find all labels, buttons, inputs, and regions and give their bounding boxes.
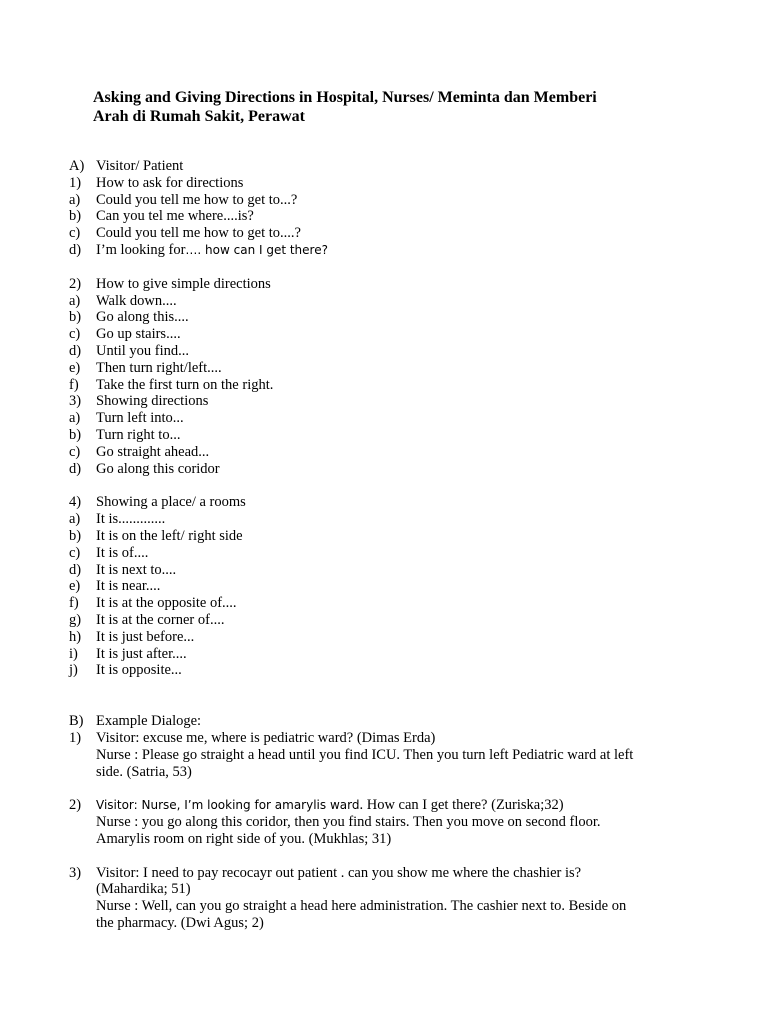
nurse-line-cont: side. (Satria, 53) bbox=[96, 763, 192, 780]
nurse-line-cont: the pharmacy. (Dwi Agus; 2) bbox=[96, 915, 264, 932]
list-item: h) It is just before... bbox=[69, 628, 195, 645]
list-item: a) It is............. bbox=[69, 511, 166, 528]
list-item: b) It is on the left/ right side bbox=[69, 527, 243, 544]
list-item: c) Go straight ahead... bbox=[69, 443, 210, 460]
list-item: b) Go along this.... bbox=[69, 309, 189, 326]
visitor-line: Visitor: I need to pay recocayr out patient . can you show me where the chashier is? bbox=[96, 864, 582, 881]
list-item: b) Turn right to... bbox=[69, 426, 181, 443]
visitor-line: Visitor: excuse me, where is pediatric ward? (Dimas Erda) bbox=[96, 729, 436, 746]
list-item: g) It is at the corner of.... bbox=[69, 611, 225, 628]
list-item: e) It is near.... bbox=[69, 578, 161, 595]
nurse-line: Nurse : Well, can you go straight a head here administration. The cashier next to. Beside on bbox=[96, 898, 627, 915]
list-item: c) Go up stairs.... bbox=[69, 326, 181, 343]
title-line-2: Arah di Rumah Sakit, Perawat bbox=[93, 108, 306, 125]
nurse-line: Nurse : Please go straight a head until you find ICU. Then you turn left Pediatric ward at left bbox=[96, 746, 634, 763]
list-item: c) It is of.... bbox=[69, 544, 149, 561]
dialogue-3: 3) Visitor: I need to pay recocayr out patient . can you show me where the chashier is? (Mahardika; 51) Nurse : Well, can you go straight a head here administration. The cashier next to. Beside on the pharmacy. (Dwi Agus; 2) bbox=[69, 865, 729, 932]
list-item: d) Go along this coridor bbox=[69, 460, 220, 477]
part-1-heading: 1) How to ask for directions bbox=[69, 174, 244, 191]
nurse-line-cont: Amarylis room on right side of you. (Mukhlas; 31) bbox=[96, 830, 392, 847]
document-title bbox=[93, 88, 693, 126]
list-item: d) I’m looking for…. how can I get there? bbox=[69, 241, 328, 258]
dialogue-2: 2) Visitor: Nurse, I’m looking for amarylis ward. How can I get there? (Zuriska;32) Nurse : you go along this coridor, then you find stairs. Then you move on second floor. Amarylis room on right side of you. (Mukhlas; 31) bbox=[69, 797, 729, 847]
list-item: f) It is at the opposite of.... bbox=[69, 595, 237, 612]
list-item: a) Turn left into... bbox=[69, 410, 184, 427]
list-item: e) Then turn right/left.... bbox=[69, 359, 222, 376]
visitor-line-cont: (Mahardika; 51) bbox=[96, 881, 191, 898]
part-4-heading: 4) Showing a place/ a rooms bbox=[69, 494, 246, 511]
visitor-line: Visitor: Nurse, I’m looking for amarylis ward bbox=[96, 798, 360, 813]
list-item: c) Could you tell me how to get to....? bbox=[69, 225, 301, 242]
title-line-1: Asking and Giving Directions in Hospital, Nurses/ Meminta dan Memberi bbox=[93, 89, 597, 106]
section-a-heading: A) Visitor/ Patient bbox=[69, 158, 184, 174]
list-item: a) Walk down.... bbox=[69, 292, 177, 309]
nurse-line: Nurse : you go along this coridor, then you find stairs. Then you move on second floor. bbox=[96, 814, 601, 831]
list-item: b) Can you tel me where....is? bbox=[69, 208, 254, 225]
list-item: a) Could you tell me how to get to...? bbox=[69, 191, 298, 208]
list-item: i) It is just after.... bbox=[69, 645, 187, 662]
part-3-heading: 3) Showing directions bbox=[69, 393, 209, 410]
document-body bbox=[69, 158, 729, 932]
dialogue-1: 1) Visitor: excuse me, where is pediatric ward? (Dimas Erda) Nurse : Please go straight a head until you find ICU. Then you turn left Pediatric ward at left side. (Satria, 53) bbox=[69, 730, 729, 780]
list-item: d) Until you find... bbox=[69, 342, 190, 359]
list-item: d) It is next to.... bbox=[69, 561, 177, 578]
section-b-heading: B) Example Dialoge: bbox=[69, 713, 202, 730]
list-item: j) It is opposite... bbox=[69, 662, 182, 679]
part-2-heading: 2) How to give simple directions bbox=[69, 275, 271, 292]
list-item: f) Take the first turn on the right. bbox=[69, 376, 274, 393]
